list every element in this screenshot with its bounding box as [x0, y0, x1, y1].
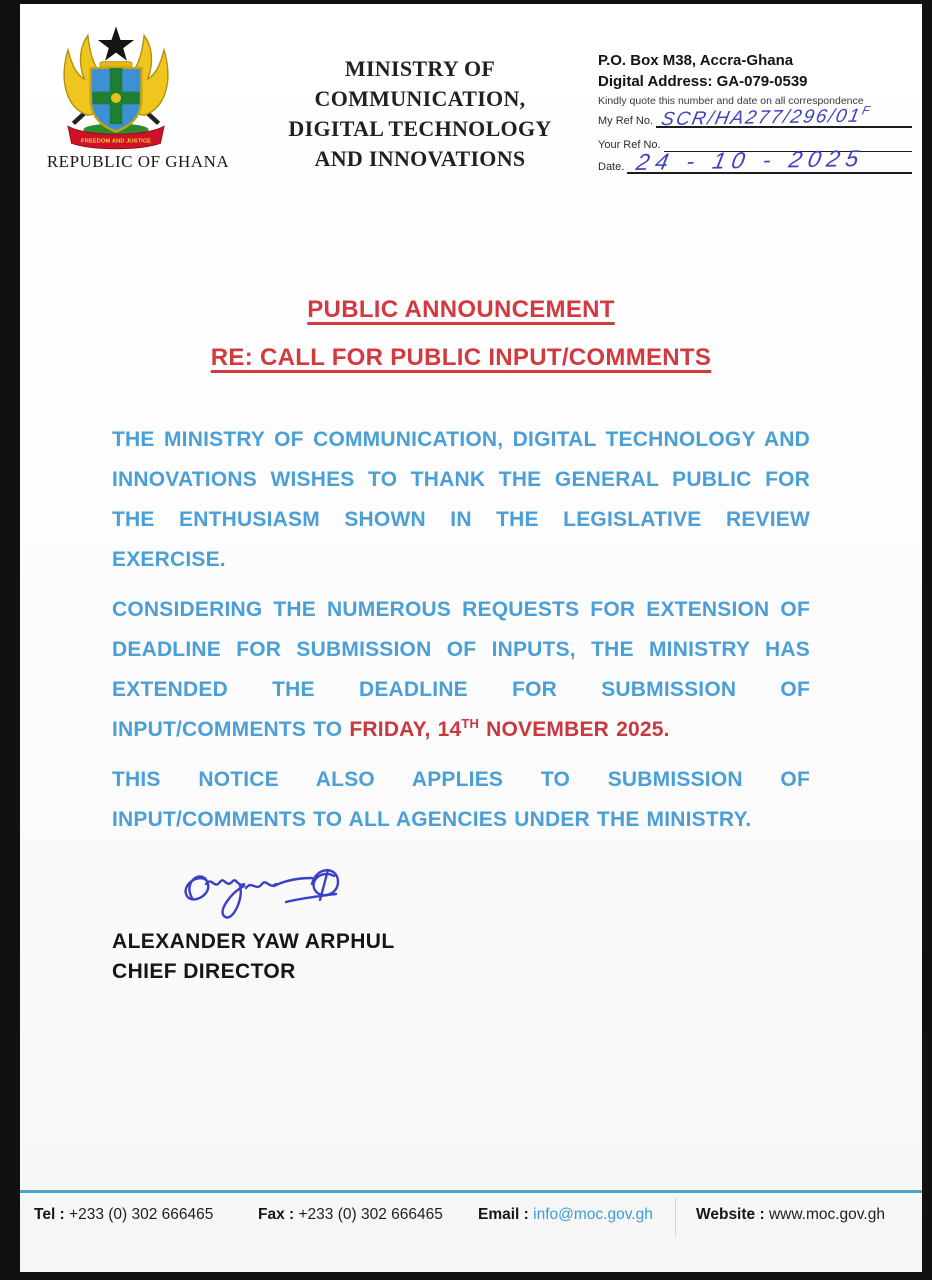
signatory-title: CHIEF DIRECTOR — [112, 960, 296, 983]
paragraph-1: THE MINISTRY OF COMMUNICATION, DIGITAL TECHNOLOGY AND INNOVATIONS WISHES TO THANK THE GENERAL PUBLIC FOR THE ENTHUSIASM SHOWN IN THE LEGISLATIVE REVIEW EXERCISE. — [112, 428, 810, 571]
po-box-line: P.O. Box M38, Accra-Ghana — [598, 52, 794, 69]
date-label: Date. — [598, 161, 625, 173]
announcement-title: PUBLIC ANNOUNCEMENT — [307, 296, 615, 323]
republic-of-ghana-label: REPUBLIC OF GHANA — [46, 152, 230, 171]
document-page — [20, 4, 922, 1272]
ministry-title-line: AND INNOVATIONS — [314, 146, 526, 171]
ministry-title-line: MINISTRY OF — [344, 56, 496, 81]
paragraph-2-text: CONSIDERING THE NUMEROUS REQUESTS FOR EXTENSION OF DEADLINE FOR SUBMISSION OF INPUTS, THE MINISTRY HAS EXTENDED THE DEADLINE FOR SUBMISSION OF INPUT/COMMENTS TO — [112, 598, 810, 741]
footer-tel-value: +233 (0) 302 666465 — [69, 1206, 214, 1223]
footer-email-label: Email : — [478, 1206, 529, 1223]
footer-tel — [34, 1206, 213, 1224]
footer-separator — [675, 1198, 676, 1236]
deadline-date-ordinal: TH — [461, 716, 480, 731]
digital-address-line: Digital Address: GA-079-0539 — [598, 73, 808, 90]
paragraph-3: THIS NOTICE ALSO APPLIES TO SUBMISSION OF INPUT/COMMENTS TO ALL AGENCIES UNDER THE MINISTRY. — [112, 768, 810, 831]
footer-website-value: www.moc.gov.gh — [768, 1206, 885, 1223]
footer-email — [478, 1206, 653, 1224]
signature-scribble-icon — [170, 858, 370, 938]
signatory-name: ALEXANDER YAW ARPHUL — [112, 930, 395, 953]
footer-fax — [258, 1206, 443, 1224]
my-ref-row — [598, 102, 912, 130]
paragraph-2 — [112, 590, 810, 750]
footer-email-value: info@moc.gov.gh — [533, 1206, 653, 1223]
announcement-subject: RE: CALL FOR PUBLIC INPUT/COMMENTS — [210, 344, 712, 371]
deadline-date-rest: NOVEMBER 2025. — [479, 718, 670, 741]
ghana-coat-of-arms-icon — [48, 24, 184, 152]
footer-website — [696, 1206, 885, 1224]
date-line — [627, 145, 912, 175]
quote-note: Kindly quote this number and date on all correspondence — [598, 95, 864, 107]
my-ref-label: My Ref No. — [598, 115, 654, 127]
ministry-title-line: COMMUNICATION, — [314, 86, 526, 111]
footer-fax-value: +233 (0) 302 666465 — [298, 1206, 443, 1223]
coat-of-arms-motto: FREEDOM AND JUSTICE — [81, 138, 151, 145]
ministry-title-line: DIGITAL TECHNOLOGY — [288, 116, 552, 141]
letterhead-contact-block — [598, 50, 912, 174]
deadline-date: FRIDAY, 14 — [349, 718, 462, 741]
ministry-title — [255, 54, 585, 174]
date-handwritten-value: 24 - 10 - 2025 — [634, 145, 868, 175]
your-ref-label: Your Ref No. — [598, 139, 661, 151]
footer-website-label: Website : — [696, 1206, 765, 1223]
footer-tel-label: Tel : — [34, 1206, 65, 1223]
my-ref-line — [656, 102, 912, 130]
footer-rule — [20, 1190, 922, 1193]
footer-fax-label: Fax : — [258, 1206, 295, 1223]
my-ref-handwritten-value: SCR/$HA277/296/01^F$ — [659, 102, 871, 130]
